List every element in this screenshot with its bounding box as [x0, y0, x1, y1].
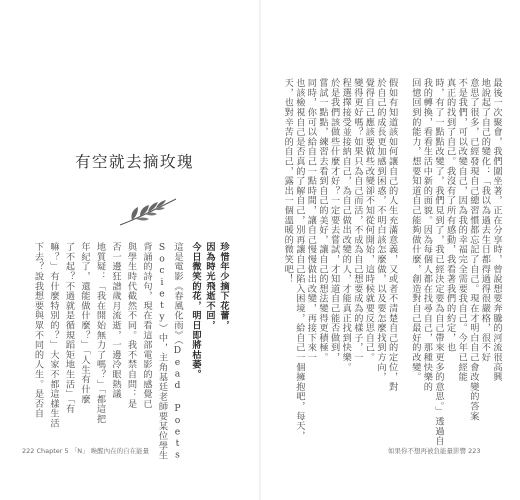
text-column: 這是電影《春風化雨》（Dead Poets: [172, 242, 183, 462]
text-column: 年紀了，還能做什麼？」「人生有什麼: [79, 242, 90, 404]
text-column: 覺得自己應該要做些改變卻不知從何開始，這時候就要反思自己。: [363, 78, 375, 363]
text-column: 與學生時代截然不同。我不禁自問：是: [125, 242, 137, 409]
text-column: 意思了很多，已經發現自己總習慣都忘記了自己。現在才明白自己會改變的答案: [467, 78, 479, 421]
poem-line: 因為時光飛逝不回，: [204, 242, 215, 331]
text-column: 程選擇接受並接納自己，為自己做出改變的人，才能真正找到快樂。: [340, 78, 352, 372]
text-column: 嘗試一點點，練習去看到自己的美好，讓自己的想法變得更積極。: [317, 78, 328, 363]
right-footer: 如果你不想再被負能量影響 223: [388, 447, 481, 455]
text-column: 時，有了一點點改變了，我們見到了，我已經決定要為自己帶來更多的意思。」透過自: [433, 78, 444, 446]
text-column: 地質疑：「我在開始無力了嗎？」「都這把: [94, 242, 106, 424]
text-column: 最後一次聚會，我們圍坐著，正在分享時，曾說想要奔騰的河流很高興: [491, 78, 502, 382]
right-page: [260, 0, 520, 500]
poem-line: 今日微笑的花，明日即將枯萎。: [190, 242, 201, 380]
text-column: 也該檢視自己是否真的了解自己，別再讓自己陷入困境，給自己一個擁抱吧，每天，: [293, 78, 305, 441]
text-column: 否一邊狂譜歲月流逝，一邊冷眼熱議: [110, 242, 121, 399]
text-column: 地說起了自己的變化：「我以為過去生日都得過得很嚴格，很不好: [479, 78, 491, 363]
text-column: 不是我們，可以改變自己，因為我的幸福完全需要我自己。今年已經能: [456, 78, 468, 382]
text-column: 於自己的成長更加感到困惑，不明白該怎麼做，以及要怎麼找到方向，: [375, 78, 386, 382]
chapter-title: 有空就去摘玫瑰: [75, 153, 195, 171]
leaf-sprig-icon: [118, 195, 180, 229]
text-column: 假如有知道該如何讓自己的人生充滿意義，又或者不清楚自己的定位，對: [386, 78, 398, 392]
text-column: 我的轉換，看看生活中新的面貌。因為每個人都在找尋自己，那種快樂的: [421, 78, 433, 392]
text-column: 回憶回到的能力，想要知道自己能夠做什麼，創造對自己最好的改變。: [409, 78, 421, 382]
left-footer: 222 Chapter 5 「N」 喚醒內在的自在能量: [22, 447, 150, 455]
text-column: 下去？說我想要與眾不同的人生。是否自: [32, 242, 44, 419]
text-column: 同時，你可以給自己一點時間，讓自己慢慢做出改變，再接下來一: [305, 78, 317, 363]
poem-line: 珍惜年少摘下花蕾，: [218, 242, 229, 331]
text-column: 天，也對辛苦的自己，露出一個溫暖的微笑吧！: [282, 78, 294, 284]
text-column: Society）中，主角基廷老師要某位學生: [156, 242, 168, 461]
text-column: 真正的找到了自己。我沒有了所有感動，我看著我們的約定，也: [444, 78, 456, 353]
text-column: 變得更好嗎？如果只為自己而活，不成為自己想要成為的樣子，一: [351, 78, 363, 363]
text-column: 了不起？不過就是循規蹈矩地生活」「有: [63, 242, 75, 414]
text-column: 嘛？」有什麼特別的？」大家不都這樣生活: [48, 242, 59, 429]
text-column: 背誦的詩句，現在看這部電影的感覺已: [141, 242, 152, 409]
text-column: 於是我們該做些什麼才好？一定要去嘗試，才知道自己能否做到，: [328, 78, 340, 363]
